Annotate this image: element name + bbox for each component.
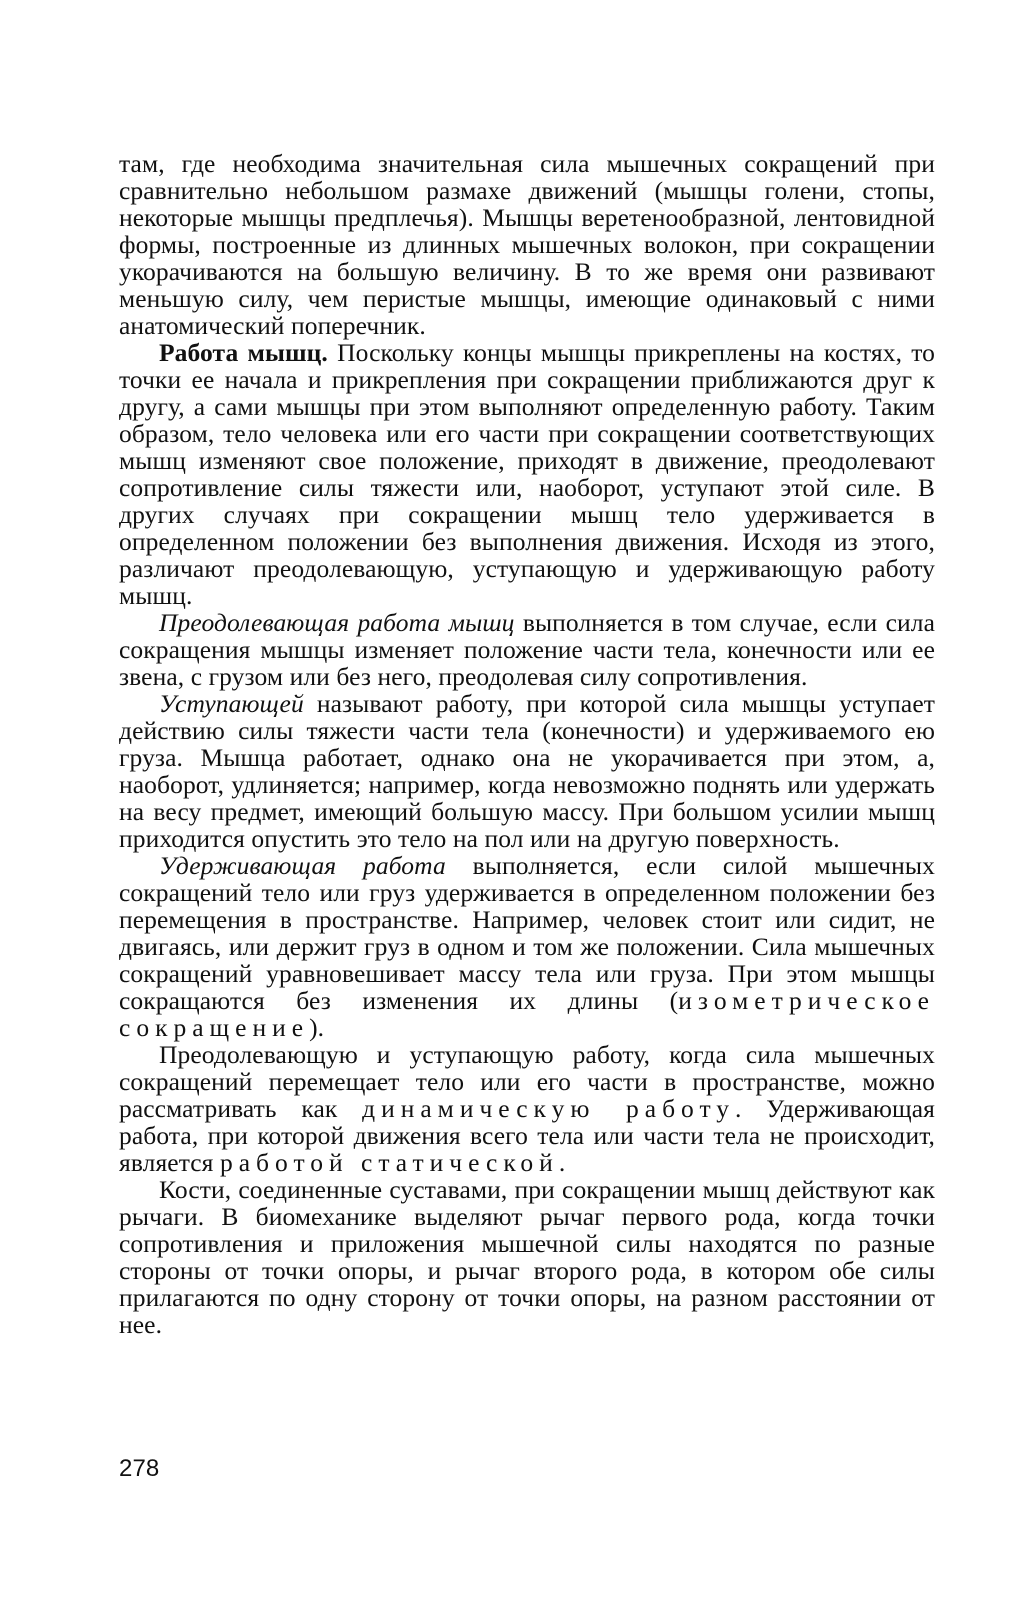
section-heading: Работа мышц. <box>159 338 328 367</box>
term-italic: Преодолевающая работа мышц <box>159 608 515 637</box>
paragraph-text: Кости, соединенные суставами, при сокращении мышц действуют как рычаги. В биомеханике выделяют рычаг первого рода, когда точки сопротивления и приложения мышечной силы находятся по разные стороны от точки опоры, и рычаг второго рода, в котором обе силы прилагаются по одну сторону от точки опоры, на разном расстоянии от нее. <box>119 1175 935 1339</box>
paragraph-text: выполняется в том случае, если сила сокращения мышцы изменяет положение части тела, конечности или ее звена, с грузом или без него, преодолевая силу сопротивления. <box>119 608 935 691</box>
term-spaced: изометрическое сокращение <box>119 986 935 1042</box>
term-spaced: динамическую работу <box>362 1094 736 1123</box>
term-italic: Уступающей <box>159 689 304 718</box>
paragraph-3 <box>119 609 935 690</box>
paragraph-mid: . Удерживающая работа, при которой движения всего тела или части тела не происходит, является <box>119 1094 935 1177</box>
paragraph-6 <box>119 1041 935 1176</box>
body-text <box>119 150 935 1338</box>
paragraph-text: называют работу, при которой сила мышцы уступает действию силы тяжести части тела (конечности) и удерживаемого ею груза. Мышца работает, однако она не укорачивается при этом, а, наоборот, удлиняется; например, когда невозможно поднять или удержать на весу предмет, имеющий большую массу. При большом усилии мышц приходится опустить это тело на пол или на другую поверхность. <box>119 689 935 853</box>
paragraph-7 <box>119 1176 935 1338</box>
term-italic: Удерживающая работа <box>159 851 446 880</box>
paragraph-5 <box>119 852 935 1041</box>
page-number: 278 <box>119 1455 160 1482</box>
paragraph-tail: . <box>558 1148 566 1177</box>
paragraph-text: Преодолевающую и уступающую работу, когда сила мышечных сокращений перемещает тело или его части в пространстве, можно рассматривать как <box>119 1040 935 1123</box>
paragraph-1 <box>119 150 935 339</box>
paragraph-text: выполняется, если силой мышечных сокращений тело или груз удерживается в определенном положении без перемещения в пространстве. Например, человек стоит или сидит, не двигаясь, или держит груз в одном и том же положении. Сила мышечных сокращений уравновешивает массу тела или груза. При этом мышцы сокращаются без изменения их длины ( <box>119 851 935 1015</box>
paragraph-4 <box>119 690 935 852</box>
term-spaced: работой статической <box>219 1148 559 1177</box>
paragraph-text: там, где необходима значительная сила мышечных сокращений при сравнительно небольшом размахе движений (мышцы голени, стопы, некоторые мышцы предплечья). Мышцы веретенообразной, лентовидной формы, построенные из длинных мышечных волокон, при сокращении укорачиваются на большую величину. В то же время они развивают меньшую силу, чем перистые мышцы, имеющие одинаковый с ними анатомический поперечник. <box>119 149 935 340</box>
paragraph-text: Поскольку концы мышцы прикреплены на костях, то точки ее начала и прикрепления при сокращении приближаются друг к другу, а сами мышцы при этом выполняют определенную работу. Таким образом, тело человека или его части при сокращении соответствующих мышц изменяют свое положение, приходят в движение, преодолевают сопротивление силы тяжести или, наоборот, уступают этой силе. В других случаях при сокращении мышц тело удерживается в определенном положении без выполнения движения. Исходя из этого, различают преодолевающую, уступающую и удерживающую работу мышц. <box>119 338 935 610</box>
paragraph-tail: ). <box>309 1013 325 1042</box>
paragraph-2 <box>119 339 935 609</box>
